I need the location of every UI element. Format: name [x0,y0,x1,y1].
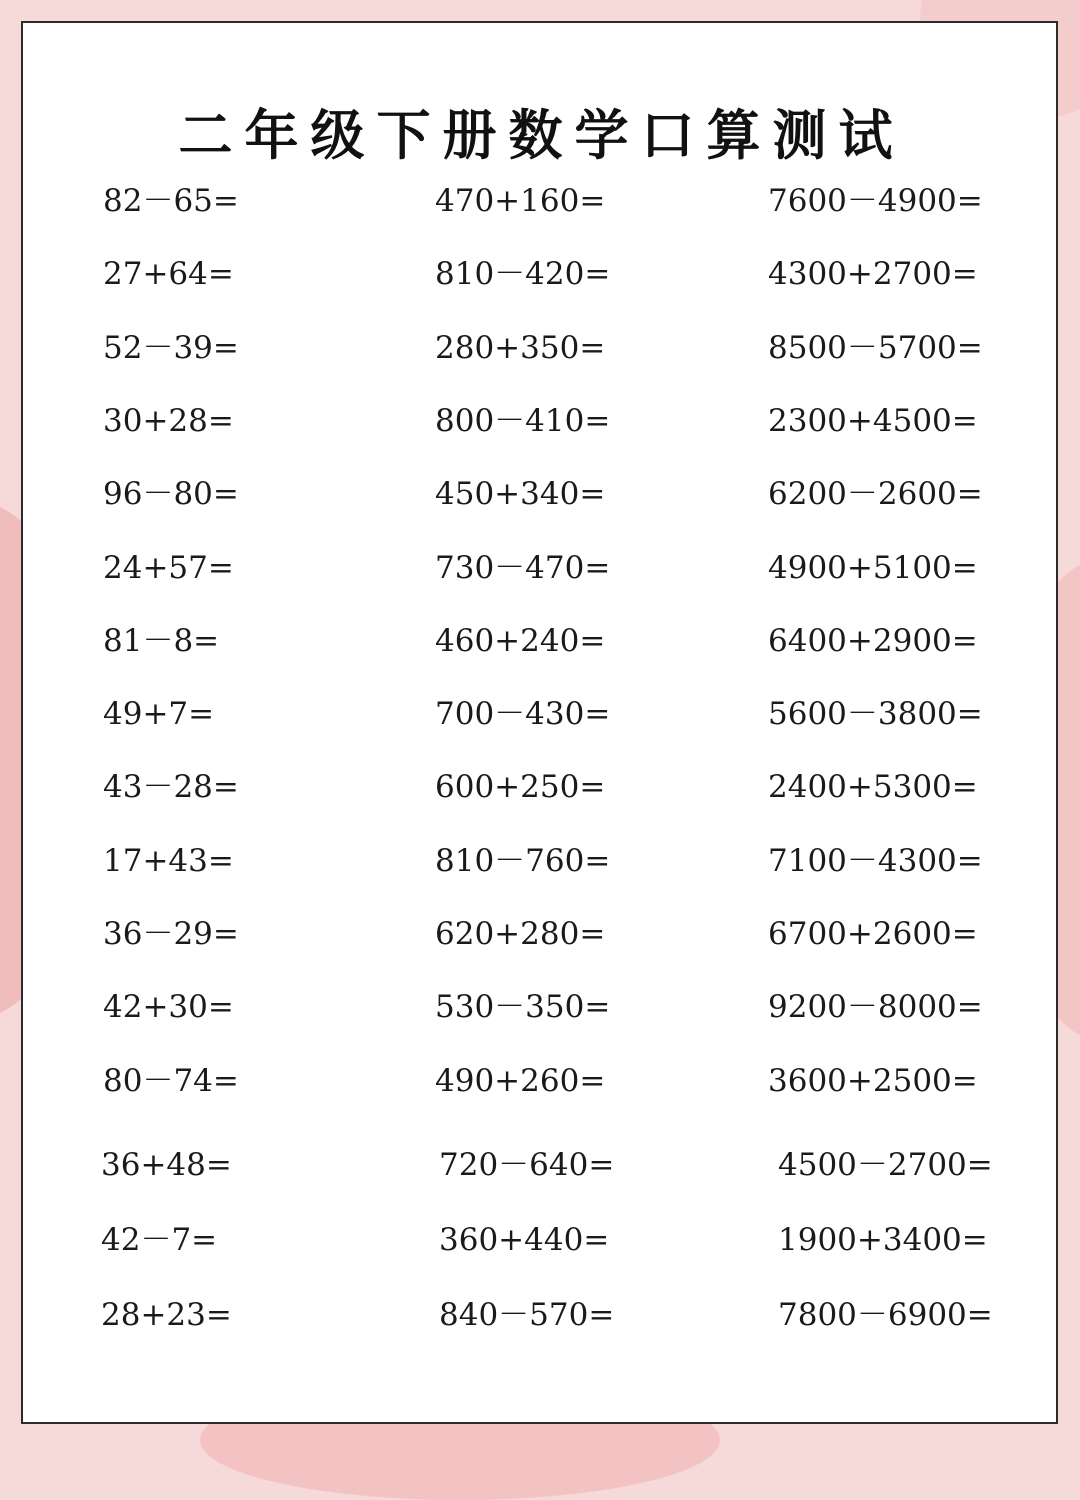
problem-item: 840－570= [439,1297,615,1333]
problem-item: 82－65= [103,183,239,219]
problem-item: 43－28= [103,769,239,806]
problem-item: 81－8= [103,622,220,659]
problem-item: 28+23= [101,1297,232,1333]
problem-item: 4300+2700= [768,256,978,293]
problem-item: 490+260= [435,1062,606,1099]
problem-item: 1900+3400= [778,1222,988,1258]
problem-item: 8500－5700= [768,329,983,366]
problem-item: 80－74= [103,1062,239,1099]
problem-item: 7800－6900= [778,1297,993,1333]
problem-item: 9200－8000= [768,989,983,1026]
worksheet-paper [21,21,1058,1424]
problem-item: 6700+2600= [768,916,978,952]
problem-item: 460+240= [435,622,606,659]
problem-item: 4500－2700= [778,1147,993,1183]
problem-item: 30+28= [103,402,234,439]
problem-item: 6200－2600= [768,476,983,513]
problem-item: 600+250= [435,769,606,806]
problem-item: 7100－4300= [768,842,983,879]
problem-item: 17+43= [103,842,234,879]
problem-item: 3600+2500= [768,1062,978,1099]
problem-item: 36－29= [103,916,239,952]
problem-item: 52－39= [103,329,239,366]
problem-item: 49+7= [103,696,215,733]
worksheet-title: 二年级下册数学口算测试 [178,104,905,167]
problem-item: 800－410= [435,402,611,439]
problem-grid [23,23,1060,1426]
problem-item: 700－430= [435,696,611,733]
problem-item: 730－470= [435,549,611,586]
problem-item: 42+30= [103,989,234,1026]
problem-item: 2300+4500= [768,402,978,439]
problem-item: 280+350= [435,329,606,366]
problem-item: 450+340= [435,476,606,513]
problem-item: 810－420= [435,256,611,293]
problem-item: 27+64= [103,256,234,293]
problem-item: 620+280= [435,916,606,952]
problem-item: 36+48= [101,1147,232,1183]
problem-item: 4900+5100= [768,549,978,586]
problem-item: 96－80= [103,476,239,513]
problem-item: 530－350= [435,989,611,1026]
problem-item: 42－7= [101,1222,218,1258]
problem-item: 7600－4900= [768,183,983,219]
problem-item: 810－760= [435,842,611,879]
problem-item: 24+57= [103,549,234,586]
problem-item: 470+160= [435,183,606,219]
problem-item: 720－640= [439,1147,615,1183]
problem-item: 6400+2900= [768,622,978,659]
problem-item: 360+440= [439,1222,610,1258]
problem-item: 5600－3800= [768,696,983,733]
problem-item: 2400+5300= [768,769,978,806]
